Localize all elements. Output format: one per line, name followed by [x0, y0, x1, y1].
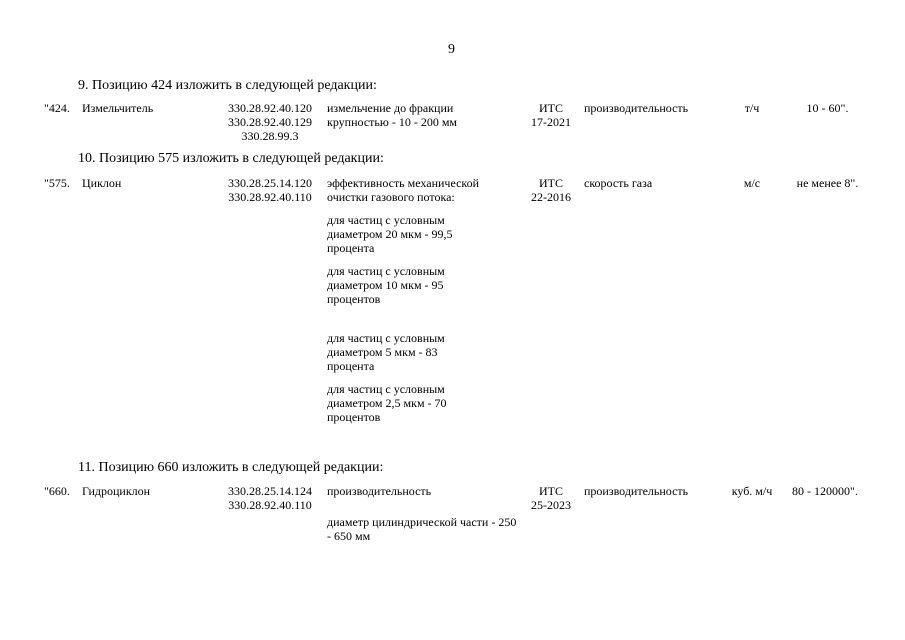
okpd-codes: [222, 101, 318, 143]
section-heading-660: 11. Позицию 660 изложить в следующей редакции:: [78, 460, 384, 475]
equipment-name: Циклон: [82, 176, 122, 190]
unit: куб. м/ч: [731, 484, 773, 498]
value: 80 - 120000".: [792, 484, 858, 498]
equipment-name: Гидроциклон: [82, 484, 151, 498]
parameter: производительность: [584, 101, 689, 115]
characteristic: для частиц с условным диаметром 10 мкм - 95 процентов: [327, 264, 445, 306]
unit: м/с: [743, 176, 761, 190]
row-number: "575.: [44, 176, 70, 190]
section-heading-575: 10. Позицию 575 изложить в следующей редакции:: [78, 151, 384, 166]
okpd-code: 330.28.92.40.120: [228, 101, 312, 115]
its-number: 25-2023: [531, 498, 571, 512]
row-number: "660.: [44, 484, 70, 498]
its-reference: [516, 484, 586, 512]
unit: т/ч: [744, 101, 760, 115]
equipment-name: Измельчитель: [82, 101, 154, 115]
okpd-code: 330.28.99.3: [241, 129, 299, 143]
okpd-codes: [222, 176, 318, 204]
its-label: ИТС: [539, 101, 563, 115]
section-heading-424: 9. Позицию 424 изложить в следующей редакции:: [78, 78, 377, 93]
characteristic: измельчение до фракции крупностью - 10 - 200 мм: [327, 101, 458, 129]
characteristic: для частиц с условным диаметром 20 мкм - 99,5 процента: [327, 213, 453, 255]
parameter: производительность: [584, 484, 689, 498]
okpd-codes: [222, 484, 318, 512]
parameter: скорость газа: [584, 176, 653, 190]
its-number: 22-2016: [531, 190, 571, 204]
value: 10 - 60".: [806, 101, 849, 115]
okpd-code: 330.28.92.40.129: [228, 115, 312, 129]
its-label: ИТС: [539, 484, 563, 498]
characteristic: для частиц с условным диаметром 5 мкм - 83 процента: [327, 331, 445, 373]
characteristic: производительность: [327, 484, 432, 498]
characteristic: для частиц с условным диаметром 2,5 мкм - 70 процентов: [327, 382, 447, 424]
its-reference: [516, 176, 586, 204]
page-number: 9: [448, 42, 455, 57]
okpd-code: 330.28.25.14.124: [228, 484, 312, 498]
characteristic: эффективность механической очистки газового потока:: [327, 176, 480, 204]
characteristic: диаметр цилиндрической части - 250 - 650 мм: [327, 515, 517, 543]
its-number: 17-2021: [531, 115, 571, 129]
its-reference: [516, 101, 586, 129]
value: не менее 8".: [796, 176, 859, 190]
row-number: "424.: [44, 101, 70, 115]
okpd-code: 330.28.92.40.110: [228, 190, 312, 204]
its-label: ИТС: [539, 176, 563, 190]
okpd-code: 330.28.92.40.110: [228, 498, 312, 512]
okpd-code: 330.28.25.14.120: [228, 176, 312, 190]
